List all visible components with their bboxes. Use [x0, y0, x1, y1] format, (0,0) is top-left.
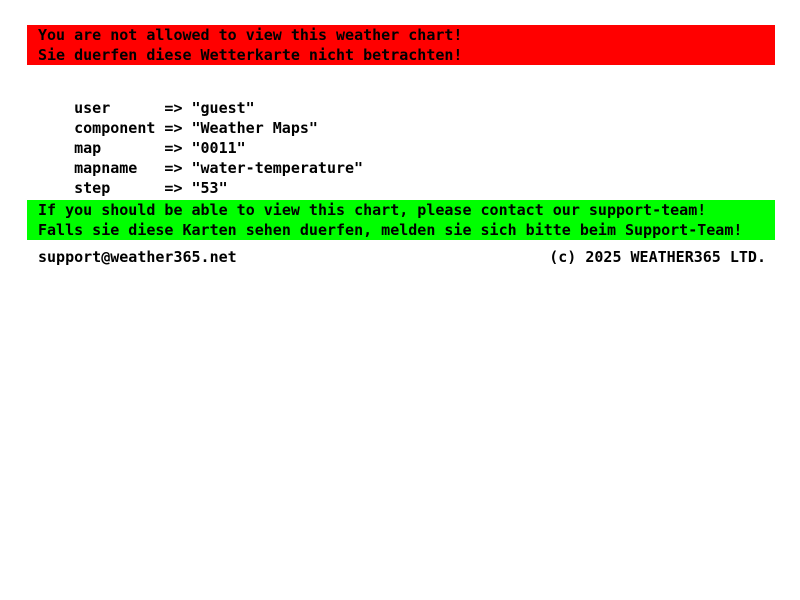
copyright-text: (c) 2025 WEATHER365 LTD. — [549, 248, 766, 266]
support-message-de: Falls sie diese Karten sehen duerfen, melden sie sich bitte beim Support-Team! — [38, 221, 743, 239]
detail-key: mapname — [74, 159, 138, 177]
request-details — [38, 78, 364, 197]
detail-value: "guest" — [191, 99, 255, 117]
detail-arrow: => — [164, 139, 183, 157]
detail-key: step — [74, 179, 111, 197]
detail-arrow: => — [164, 99, 183, 117]
support-email: support@weather365.net — [38, 248, 237, 266]
detail-arrow: => — [164, 119, 183, 137]
detail-key: map — [74, 139, 102, 157]
detail-arrow: => — [164, 159, 183, 177]
denied-message-en: You are not allowed to view this weather chart! — [38, 26, 463, 44]
contact-support-banner — [27, 200, 775, 240]
detail-value: "53" — [191, 179, 228, 197]
support-message-en: If you should be able to view this chart, please contact our support-team! — [38, 201, 707, 219]
detail-value: "water-temperature" — [191, 159, 364, 177]
detail-row-user — [38, 78, 363, 117]
detail-key: component — [74, 119, 156, 137]
denied-message-de: Sie duerfen diese Wetterkarte nicht betrachten! — [38, 46, 463, 64]
detail-key: user — [74, 99, 111, 117]
access-denied-banner — [27, 25, 775, 65]
detail-value: "0011" — [191, 139, 246, 157]
detail-arrow: => — [164, 179, 183, 197]
footer — [38, 247, 766, 267]
detail-value: "Weather Maps" — [191, 119, 318, 137]
